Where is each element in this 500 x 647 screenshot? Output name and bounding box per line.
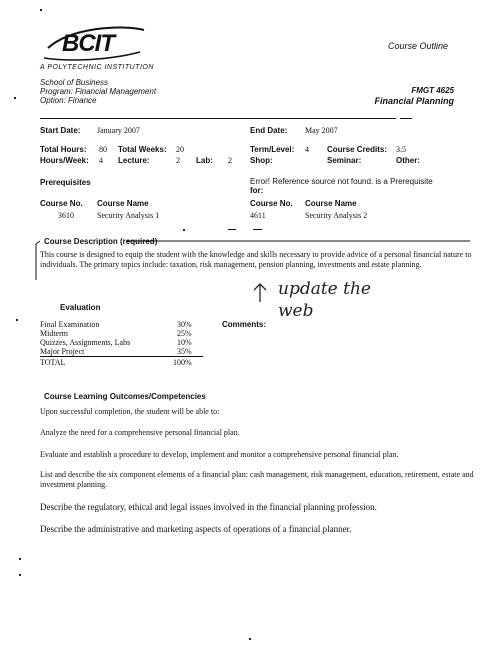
evaluation-row (40, 320, 230, 329)
credits-label: Course Credits: (327, 145, 388, 154)
prereq-col-name-left: Course Name (97, 199, 149, 208)
outcome-item: Evaluate and establish a procedure to develop, implement and monitor a comprehensive personal financial plan. (40, 450, 399, 459)
prereq-dash-1 (228, 229, 236, 230)
evaluation-table (40, 320, 230, 367)
scan-speck (19, 574, 21, 576)
description-text: This course is designed to equip the student with the knowledge and skills necessary to provide advice of a personal financial nature to individuals. The primary topics include: taxation, risk management, pension planning, investments and estate planning. (40, 250, 472, 269)
shop-label: Shop: (250, 156, 273, 165)
prereq-col-name-right: Course Name (305, 199, 357, 208)
outcome-item: Analyze the need for a comprehensive personal financial plan. (40, 428, 240, 437)
hours-week-value: 4 (99, 156, 103, 165)
handwritten-note (250, 276, 420, 322)
total-hours-value: 80 (99, 145, 107, 154)
scan-speck (249, 638, 251, 640)
credits-value: 3.5 (396, 145, 406, 154)
course-code: FMGT 4625 (411, 86, 454, 95)
prereq-dash-2 (253, 229, 262, 230)
program: Program: Financial Management (40, 87, 157, 96)
end-date-value: May 2007 (305, 126, 338, 135)
evaluation-row-total (40, 357, 230, 367)
lab-label: Lab: (196, 156, 213, 165)
evaluation-item: Final Examination (40, 320, 100, 329)
term-value: 4 (305, 145, 309, 154)
lecture-label: Lecture: (118, 156, 150, 165)
evaluation-row (40, 329, 230, 338)
total-hours-label: Total Hours: (40, 145, 87, 154)
evaluation-item: Quizzes, Assignments, Labs (40, 338, 131, 347)
prereq-right-name: Security Analysis 2 (305, 211, 368, 220)
school: School of Business (40, 78, 109, 87)
evaluation-pct: 25% (177, 329, 192, 338)
evaluation-item: TOTAL (40, 358, 66, 367)
prereq-dot (183, 229, 185, 231)
evaluation-row (40, 338, 230, 347)
term-label: Term/Level: (250, 145, 295, 154)
start-date-label: Start Date: (40, 126, 81, 135)
prereq-label: Prerequisites (40, 178, 91, 187)
start-date-value: January 2007 (97, 126, 140, 135)
outcomes-heading: Course Learning Outcomes/Competencies (44, 392, 206, 401)
scan-speck (40, 9, 42, 11)
evaluation-pct: 30% (177, 320, 192, 329)
evaluation-row (40, 347, 203, 357)
total-weeks-label: Total Weeks: (118, 145, 167, 154)
handwritten-arrow-icon (250, 280, 270, 304)
prereq-col-no-right: Course No. (250, 199, 293, 208)
outcome-item: Describe the regulatory, ethical and legal issues involved in the financial planning profession. (40, 502, 377, 512)
scan-speck (19, 558, 21, 560)
logo (40, 18, 150, 68)
header-divider (40, 118, 396, 119)
prereq-note-line2: for: (250, 186, 264, 195)
prereq-col-no-left: Course No. (40, 199, 83, 208)
description-heading: Course Description (required) (44, 237, 158, 246)
evaluation-pct: 100% (173, 358, 192, 367)
total-weeks-value: 20 (176, 145, 184, 154)
outcome-item: Describe the administrative and marketing aspects of operations of a financial planner. (40, 524, 352, 534)
doc-type: Course Outline (388, 41, 449, 51)
handwritten-text: update the web (278, 279, 371, 321)
evaluation-pct: 35% (177, 347, 192, 356)
prereq-note-text: Error! Reference source not found. is a Prerequisite (250, 177, 433, 186)
course-title: Financial Planning (374, 96, 454, 106)
lecture-value: 2 (176, 156, 180, 165)
evaluation-heading: Evaluation (60, 303, 101, 312)
option: Option: Finance (40, 96, 97, 105)
tagline: A POLYTECHNIC INSTITUTION (40, 64, 154, 71)
evaluation-item: Major Project (40, 347, 85, 356)
evaluation-item: Midterm (40, 329, 68, 338)
outcomes-intro: Upon successful completion, the student will be able to: (40, 407, 220, 416)
scan-speck (16, 319, 18, 321)
prereq-right-no: 4611 (250, 211, 266, 220)
prereq-left-name: Security Analysis 1 (97, 211, 160, 220)
evaluation-pct: 10% (177, 338, 192, 347)
other-label: Other: (396, 156, 420, 165)
prereq-left-no: 3610 (58, 211, 74, 220)
header-divider-dash (400, 118, 412, 119)
logo-wordmark: BCIT (62, 30, 114, 57)
scan-speck (14, 97, 16, 99)
end-date-label: End Date: (250, 126, 288, 135)
seminar-label: Seminar: (327, 156, 362, 165)
comments-label: Comments: (222, 320, 267, 329)
outcome-item: List and describe the six component elements of a financial plan: cash management, risk management, education, retirement, estate and investment planning. (40, 470, 474, 489)
lab-value: 2 (228, 156, 232, 165)
prereq-note-line1 (250, 177, 470, 186)
hours-week-label: Hours/Week: (40, 156, 89, 165)
